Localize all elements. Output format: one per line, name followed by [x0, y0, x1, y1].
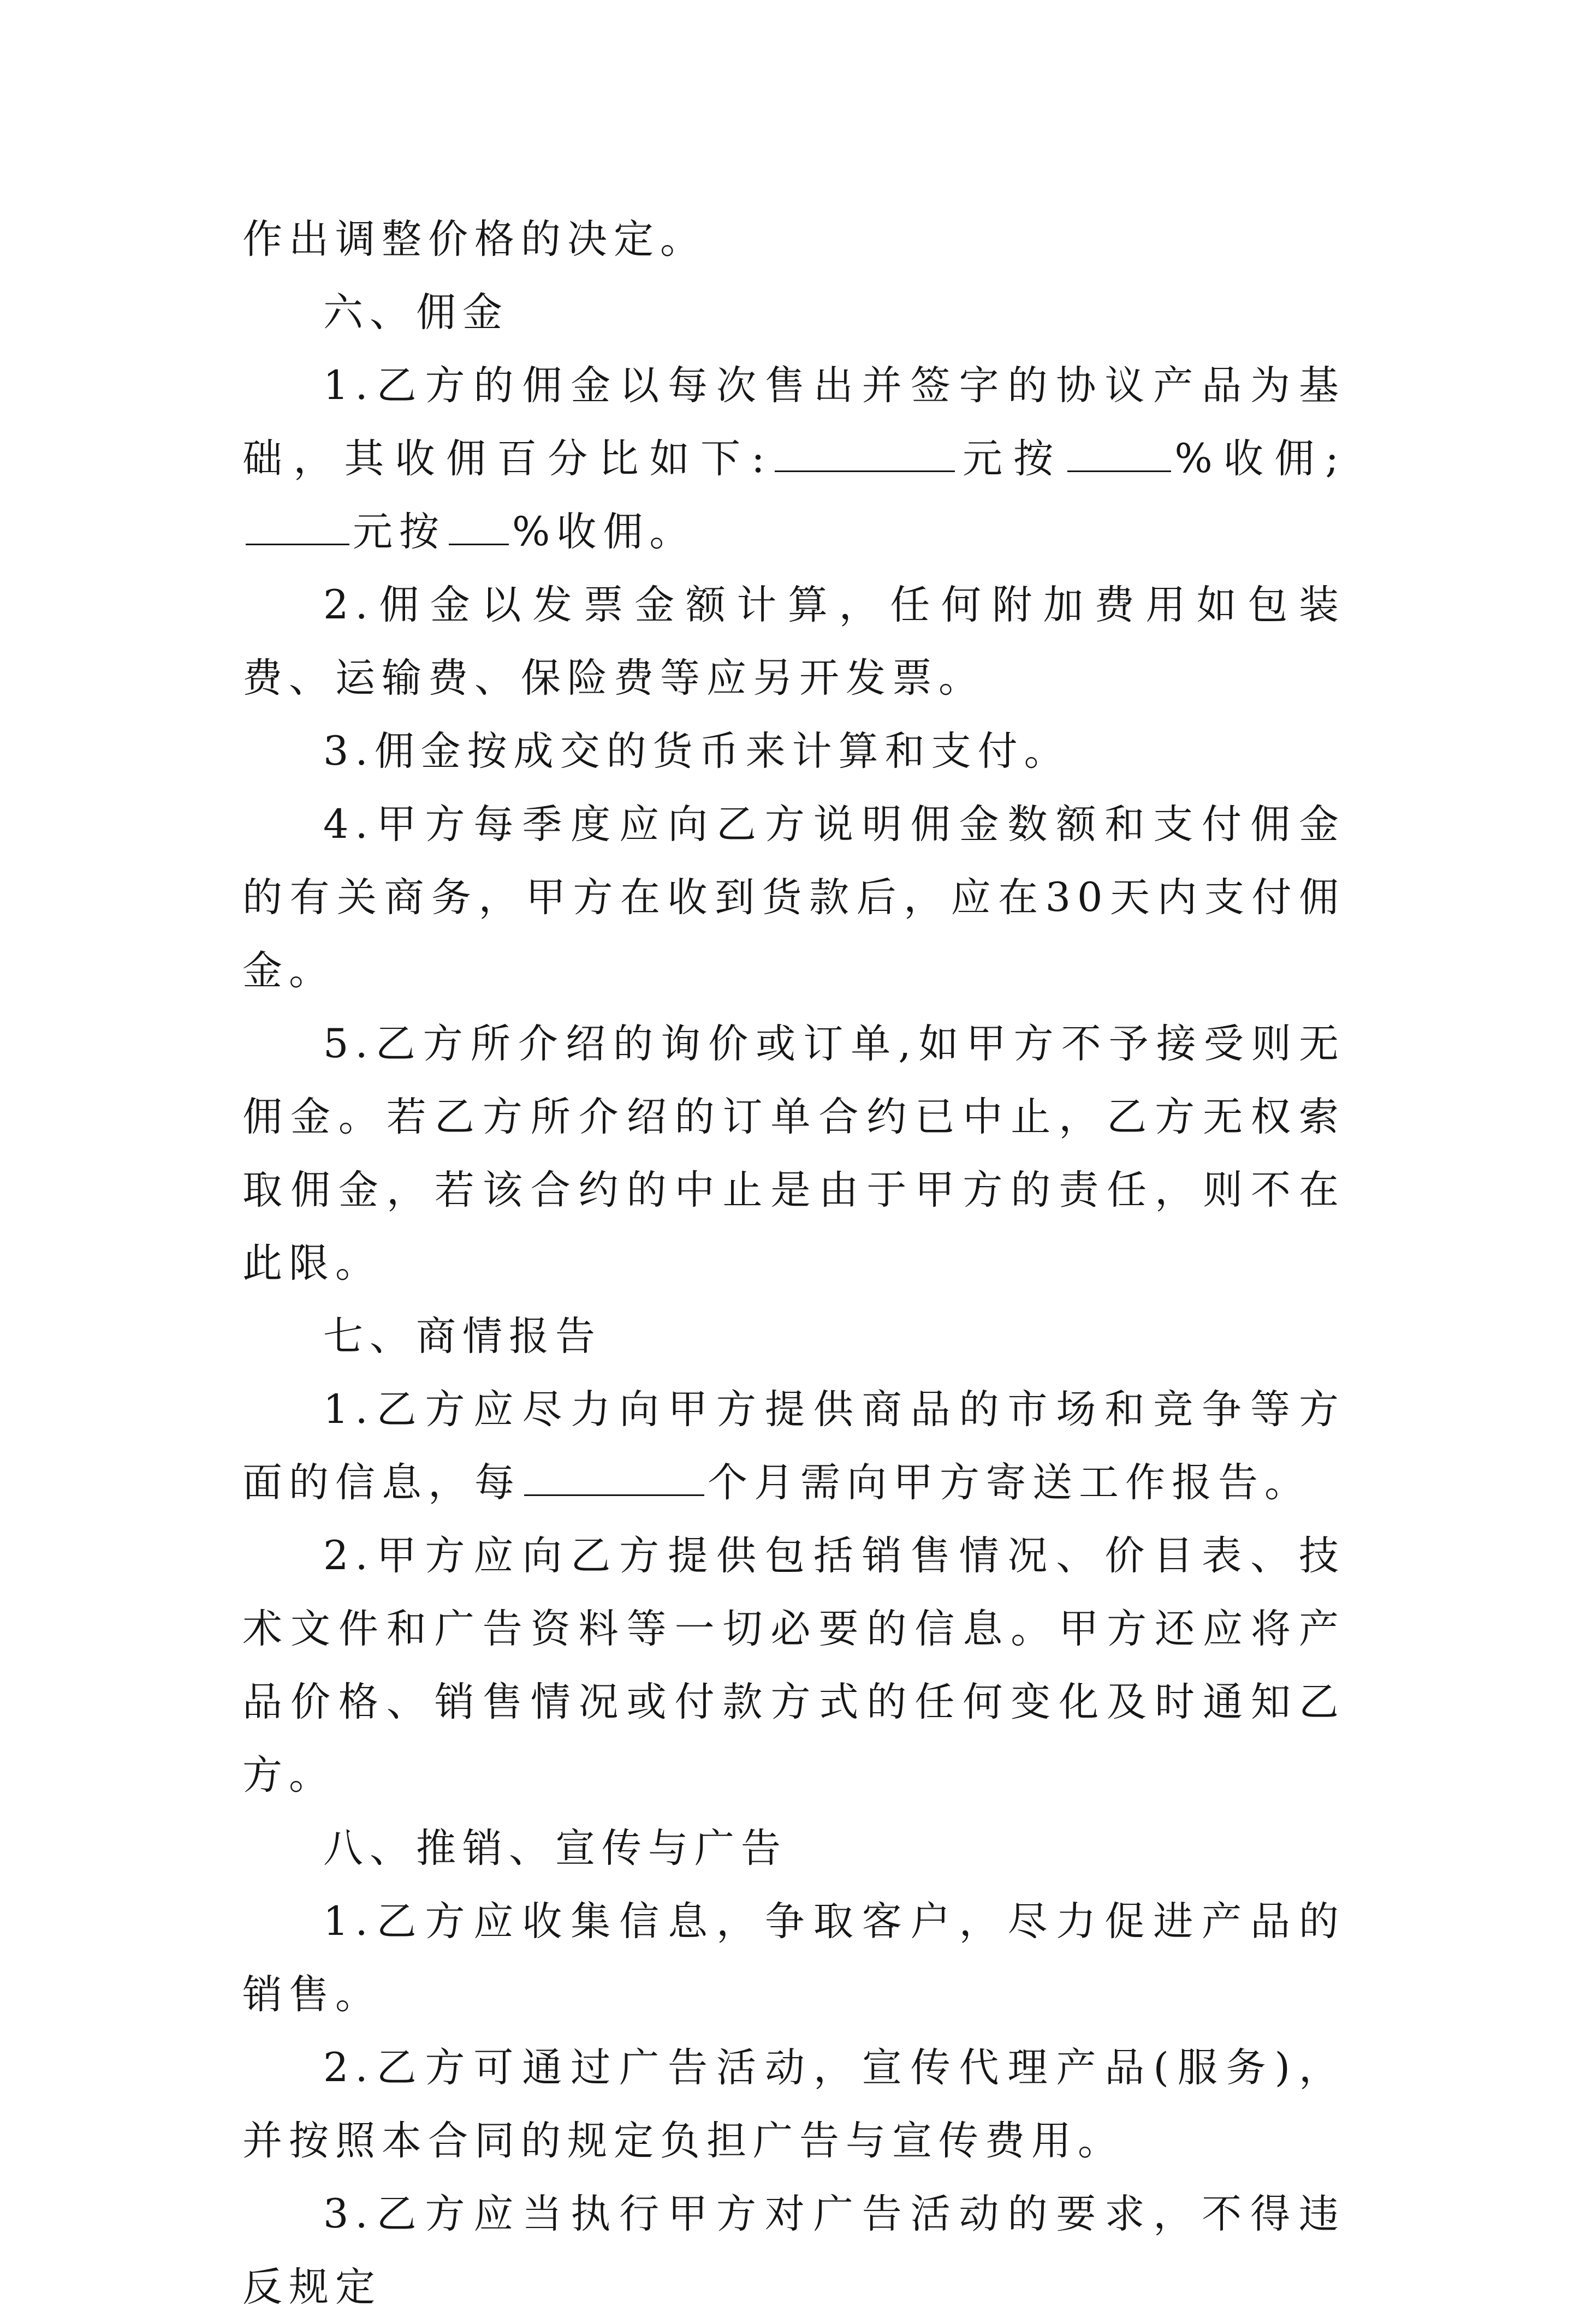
- document-body: [242, 203, 1345, 2324]
- paragraph-commission-3: 3.佣金按成交的货币来计算和支付。: [323, 728, 1071, 774]
- blank-percent-2: [449, 543, 509, 545]
- paragraph-commission-4: 4.甲方每季度应向乙方说明佣金数额和支付佣金的有关商务，甲方在收到货款后，应在30天内支付佣金。: [242, 801, 1345, 994]
- paragraph-report-2: 2.甲方应向乙方提供包括销售情况、价目表、技术文件和广告资料等一切必要的信息。甲方还应将产品价格、销售情况或付款方式的任何变化及时通知乙方。: [242, 1533, 1345, 1798]
- commission-1-yuan-2: 元按: [353, 509, 446, 555]
- section-heading-commission: 六、佣金: [323, 289, 509, 336]
- blank-percent-1: [1067, 470, 1171, 472]
- commission-1-yuan-1: 元按: [958, 436, 1065, 482]
- report-1-line1: 1.乙方应尽力向甲方提供商品的市场和竞争等方面的: [242, 1386, 1345, 1506]
- paragraph-report-1: [242, 1373, 1345, 1519]
- paragraph-promotion-1: 1.乙方应收集信息，争取客户，尽力促进产品的销售。: [242, 1898, 1345, 2018]
- section-heading-market-report: 七、商情报告: [323, 1313, 602, 1360]
- commission-1-tail: 收佣。: [556, 509, 696, 555]
- paragraph-commission-2: 2.佣金以发票金额计算，任何附加费用如包装费、运输费、保险费等应另开发票。: [242, 582, 1345, 701]
- paragraph-promotion-2: 2.乙方可通过广告活动，宣传代理产品(服务)，并按照本合同的规定负担广告与宣传费用。: [242, 2045, 1345, 2164]
- commission-1-pct-1: %收佣;: [1174, 436, 1346, 482]
- section-heading-promotion: 八、推销、宣传与广告: [323, 1825, 787, 1872]
- report-1-line2-pre: 信息，每: [335, 1459, 521, 1506]
- report-1-line2-post: 个月需向甲方寄送工作报告。: [708, 1459, 1311, 1506]
- commission-1-lead: 收佣百分比如下:: [395, 436, 771, 482]
- blank-amount-2: [246, 543, 349, 545]
- paragraph-promotion-3: 3.乙方应当执行甲方对广告活动的要求，不得违反规定: [242, 2191, 1345, 2310]
- blank-amount-1: [775, 470, 955, 472]
- paragraph-price-decision: 作出调整价格的决定。: [242, 216, 706, 263]
- blank-months: [524, 1494, 704, 1496]
- commission-1-line1: 1.乙方的佣金以每次售出并签字的协议产品为基础，其: [242, 362, 1345, 482]
- paragraph-commission-1: [242, 349, 1345, 569]
- paragraph-commission-5: 5.乙方所介绍的询价或订单,如甲方不予接受则无佣金。若乙方所介绍的订单合约已中止，乙方无权索取佣金，若该合约的中止是由于甲方的责任，则不在此限。: [242, 1021, 1345, 1286]
- commission-1-pct-2: %: [512, 509, 557, 555]
